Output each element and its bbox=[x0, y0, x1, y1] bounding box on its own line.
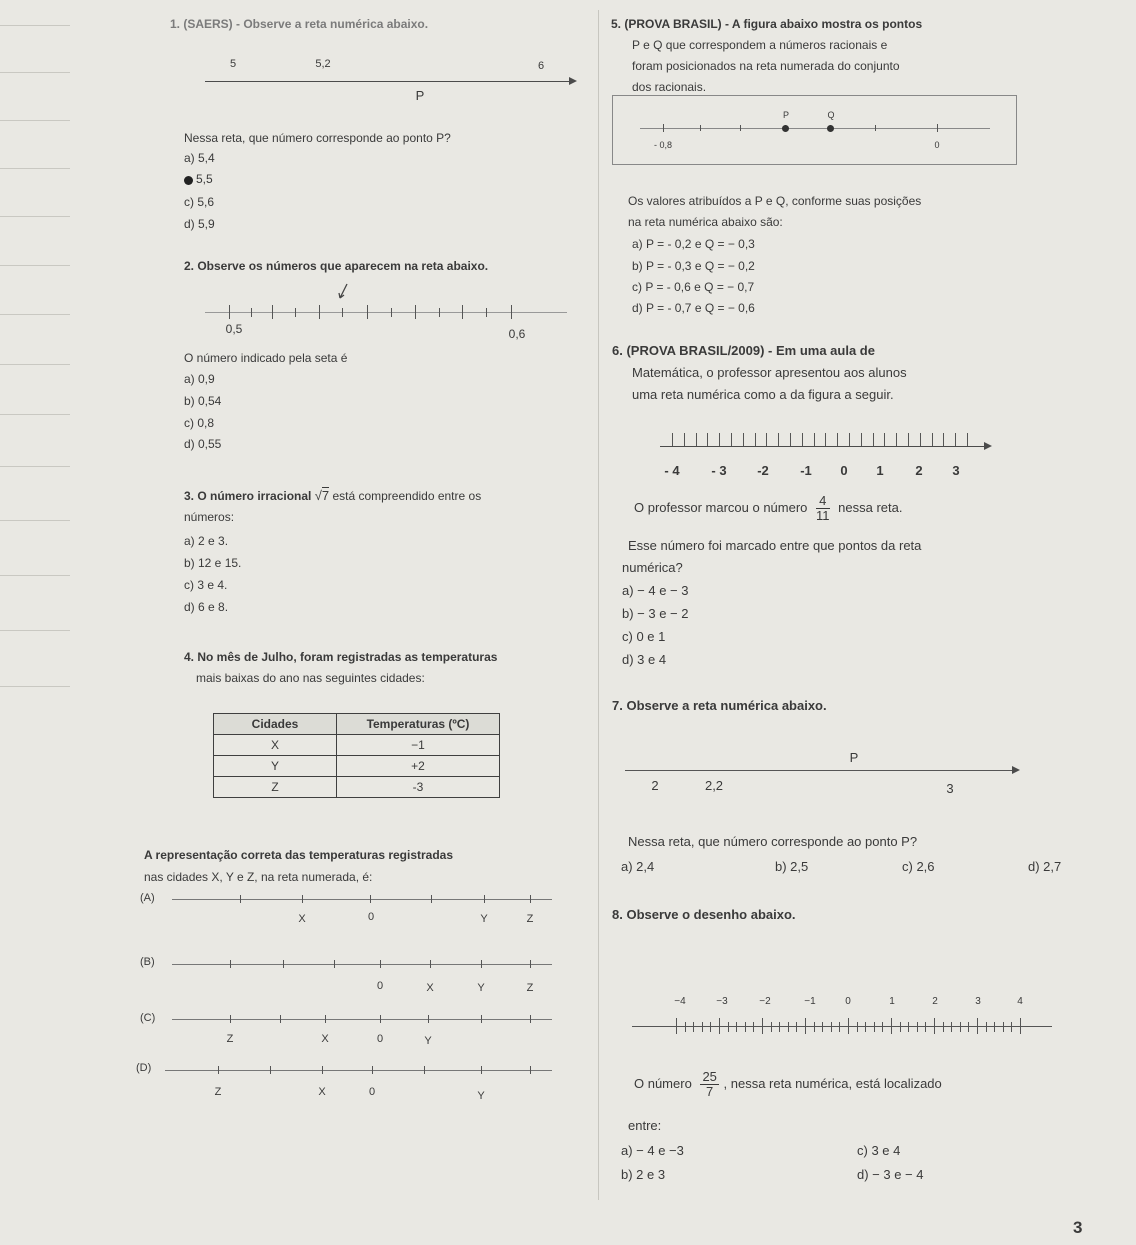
number-line-tick bbox=[873, 433, 874, 446]
q4-tick bbox=[240, 895, 241, 903]
number-line-tick bbox=[908, 1022, 909, 1032]
q8-fraction bbox=[700, 1070, 718, 1100]
q5-label-0: 0 bbox=[934, 140, 940, 150]
margin-rule bbox=[0, 630, 70, 631]
q5-question: Os valores atribuídos a P e Q, conforme suas posições bbox=[628, 194, 922, 208]
q4-d-label: X bbox=[318, 1086, 326, 1098]
q1-option-a: a) 5,4 bbox=[184, 151, 215, 165]
q4-c-label: Z bbox=[226, 1033, 234, 1045]
q5-tick bbox=[700, 125, 701, 131]
number-line-tick bbox=[882, 1022, 883, 1032]
q5-label-minus-0-8: - 0,8 bbox=[653, 140, 673, 150]
number-line-tick bbox=[825, 433, 826, 446]
q4-tick bbox=[270, 1066, 271, 1074]
q2-tick bbox=[462, 305, 463, 319]
number-line-tick bbox=[672, 433, 673, 446]
number-line-tick bbox=[874, 1022, 875, 1032]
q5-option-a: a) P = - 0,2 e Q = − 0,3 bbox=[632, 237, 755, 251]
margin-rule bbox=[0, 575, 70, 576]
q4-tick bbox=[283, 960, 284, 968]
q6-label: - 3 bbox=[711, 463, 727, 478]
q2-question: O número indicado pela seta é bbox=[184, 351, 348, 365]
number-line-tick bbox=[831, 1022, 832, 1032]
q5-option-c: c) P = - 0,6 e Q = − 0,7 bbox=[632, 280, 755, 294]
q6-title: 6. (PROVA BRASIL/2009) - Em uma aula de bbox=[612, 343, 875, 358]
q5-label-p: P bbox=[782, 110, 790, 120]
margin-rule bbox=[0, 168, 70, 169]
number-line-tick bbox=[693, 1022, 694, 1032]
table-header-temps: Temperaturas (ºC) bbox=[337, 714, 500, 735]
number-line-tick bbox=[802, 433, 803, 446]
q7-label-2: 2 bbox=[651, 778, 659, 793]
q2-option-d: d) 0,55 bbox=[184, 437, 222, 451]
table-cell: -3 bbox=[337, 777, 500, 798]
q5-option-d: d) P = - 0,7 e Q = − 0,6 bbox=[632, 301, 755, 315]
q4-d-label: 0 bbox=[368, 1086, 376, 1098]
q4-tick bbox=[380, 960, 381, 968]
q4-question: A representação correta das temperaturas registradas bbox=[144, 848, 454, 862]
temperature-table bbox=[213, 713, 500, 798]
sqrt-symbol-icon: √7 bbox=[314, 488, 330, 503]
q2-number-line bbox=[205, 312, 567, 313]
number-line-tick bbox=[925, 1022, 926, 1032]
q4-c-label: Y bbox=[424, 1035, 432, 1047]
number-line-tick bbox=[685, 1022, 686, 1032]
q7-number-line bbox=[625, 770, 1013, 771]
number-line-tick bbox=[932, 433, 933, 446]
q7-label-2-2: 2,2 bbox=[704, 778, 724, 793]
q5-title-line3: foram posicionados na reta numerada do conjunto bbox=[632, 59, 900, 73]
q4-d-label: Y bbox=[477, 1090, 485, 1102]
number-line-tick bbox=[728, 1022, 729, 1032]
number-line-tick bbox=[796, 1022, 797, 1032]
q5-tick bbox=[937, 124, 938, 132]
number-line-tick bbox=[848, 1018, 849, 1034]
number-line-tick bbox=[934, 1018, 935, 1034]
column-divider bbox=[598, 10, 599, 1200]
q3-option-b: b) 12 e 15. bbox=[184, 556, 242, 570]
number-line-tick bbox=[1011, 1022, 1012, 1032]
q3-option-a: a) 2 e 3. bbox=[184, 534, 229, 548]
q3-option-c: c) 3 e 4. bbox=[184, 578, 228, 592]
number-line-tick bbox=[719, 433, 720, 446]
q6-title-line3: uma reta numérica como a da figura a seguir. bbox=[632, 387, 894, 402]
q6-title-line2: Matemática, o professor apresentou aos alunos bbox=[632, 365, 907, 380]
q4-b-label: X bbox=[426, 982, 434, 994]
q4-d-label: Z bbox=[214, 1086, 222, 1098]
q7-option-d: d) 2,7 bbox=[1028, 859, 1062, 874]
q8-number-line bbox=[632, 1026, 1052, 1027]
number-line-tick bbox=[696, 433, 697, 446]
q4-option-d-line bbox=[165, 1070, 552, 1071]
q6-question: Esse número foi marcado entre que pontos da reta bbox=[628, 538, 922, 553]
number-line-tick bbox=[778, 433, 779, 446]
number-line-tick bbox=[736, 1022, 737, 1032]
q8-option-a: a) − 4 e −3 bbox=[621, 1143, 684, 1158]
table-header-cities: Cidades bbox=[214, 714, 337, 735]
margin-rule bbox=[0, 216, 70, 217]
number-line-tick bbox=[771, 1022, 772, 1032]
q8-label: 1 bbox=[889, 996, 895, 1007]
q6-fraction bbox=[816, 494, 830, 524]
number-line-tick bbox=[814, 1022, 815, 1032]
q4-c-label: X bbox=[321, 1033, 329, 1045]
q4-tick bbox=[380, 1015, 381, 1023]
page-number: 3 bbox=[1073, 1218, 1083, 1237]
q1-label-6: 6 bbox=[537, 60, 545, 72]
q7-option-c: c) 2,6 bbox=[902, 859, 935, 874]
q2-tick bbox=[367, 305, 368, 319]
q3-option-d: d) 6 e 8. bbox=[184, 600, 229, 614]
q8-label: −3 bbox=[716, 996, 728, 1007]
q2-tick bbox=[391, 308, 392, 317]
q2-label-0-6: 0,6 bbox=[508, 327, 526, 341]
q5-question-line2: na reta numérica abaixo são: bbox=[628, 215, 783, 229]
q4-option-c-line bbox=[172, 1019, 552, 1020]
q8-label: 3 bbox=[975, 996, 981, 1007]
number-line-tick bbox=[676, 1018, 677, 1034]
q1-question: Nessa reta, que número corresponde ao ponto P? bbox=[184, 131, 451, 145]
q2-title: 2. Observe os números que aparecem na reta abaixo. bbox=[184, 259, 489, 273]
q2-tick bbox=[511, 305, 512, 319]
table-header-row bbox=[214, 714, 500, 735]
q1-title-text: 1. (SAERS) - Observe a reta numérica abaixo. bbox=[170, 17, 429, 31]
number-line-tick bbox=[710, 1022, 711, 1032]
margin-rule bbox=[0, 25, 70, 26]
q7-option-b: b) 2,5 bbox=[775, 859, 809, 874]
q4-c-label: 0 bbox=[376, 1033, 384, 1045]
margin-rule bbox=[0, 364, 70, 365]
q6-label: -2 bbox=[757, 463, 769, 478]
q2-arrow-icon bbox=[336, 283, 350, 301]
number-line-tick bbox=[753, 1022, 754, 1032]
q5-tick bbox=[663, 124, 664, 132]
q3-title-line2: números: bbox=[184, 510, 235, 524]
number-line-tick bbox=[967, 433, 968, 446]
q4-option-a-letter: (A) bbox=[140, 892, 155, 904]
q1-option-d: d) 5,9 bbox=[184, 217, 215, 231]
q4-tick bbox=[370, 895, 371, 903]
table-cell: Z bbox=[214, 777, 337, 798]
q5-point-p-dot bbox=[782, 125, 789, 132]
q6-label: -1 bbox=[800, 463, 812, 478]
q3-title-pre: 3. O número irracional bbox=[184, 489, 312, 503]
q4-tick bbox=[372, 1066, 373, 1074]
q6-label: 3 bbox=[952, 463, 960, 478]
q4-tick bbox=[334, 960, 335, 968]
q1-option-b: 5,5 bbox=[196, 172, 213, 186]
q8-fraction-num: 25 bbox=[702, 1069, 717, 1084]
q8-fraction-den: 7 bbox=[706, 1084, 714, 1100]
q4-title-line2: mais baixas do ano nas seguintes cidades: bbox=[196, 671, 425, 685]
number-line-tick bbox=[762, 1018, 763, 1034]
q2-tick bbox=[486, 308, 487, 317]
number-line-tick bbox=[908, 433, 909, 446]
q6-fraction-den: 11 bbox=[816, 508, 830, 524]
margin-rule bbox=[0, 466, 70, 467]
q8-marked-pre: O número bbox=[634, 1076, 692, 1092]
number-line-tick bbox=[702, 1022, 703, 1032]
number-line-tick bbox=[951, 1022, 952, 1032]
q4-tick bbox=[481, 960, 482, 968]
q1-point-p: P bbox=[415, 88, 425, 103]
table-cell: −1 bbox=[337, 735, 500, 756]
number-line-tick bbox=[755, 433, 756, 446]
number-line-tick bbox=[788, 1022, 789, 1032]
q6-option-b: b) − 3 e − 2 bbox=[622, 606, 689, 621]
table-cell: Y bbox=[214, 756, 337, 777]
marked-answer-icon bbox=[184, 176, 193, 185]
q2-option-b: b) 0,54 bbox=[184, 394, 222, 408]
q4-tick bbox=[530, 960, 531, 968]
q4-tick bbox=[218, 1066, 219, 1074]
margin-rule bbox=[0, 686, 70, 687]
q4-title: 4. No mês de Julho, foram registradas as temperaturas bbox=[184, 650, 498, 664]
number-line-tick bbox=[743, 433, 744, 446]
q7-title: 7. Observe a reta numérica abaixo. bbox=[612, 698, 827, 713]
q4-tick bbox=[481, 1066, 482, 1074]
q6-marked-number bbox=[634, 494, 902, 524]
q8-title: 8. Observe o desenho abaixo. bbox=[612, 907, 796, 922]
q2-tick bbox=[229, 305, 230, 319]
number-line-tick bbox=[766, 433, 767, 446]
q4-option-a-line bbox=[172, 899, 552, 900]
q4-question-line2: nas cidades X, Y e Z, na reta numerada, é: bbox=[144, 870, 373, 884]
q8-marked-post: , nessa reta numérica, está localizado bbox=[723, 1076, 942, 1092]
q6-label: 2 bbox=[915, 463, 923, 478]
number-line-tick bbox=[707, 433, 708, 446]
q4-tick bbox=[280, 1015, 281, 1023]
q5-label-q: Q bbox=[827, 110, 835, 120]
q8-label: −1 bbox=[804, 996, 816, 1007]
q8-option-b: b) 2 e 3 bbox=[621, 1167, 666, 1182]
number-line-tick bbox=[968, 1022, 969, 1032]
q5-title-line4: dos racionais. bbox=[632, 80, 707, 94]
q4-tick bbox=[530, 895, 531, 903]
q4-tick bbox=[230, 960, 231, 968]
q2-option-a: a) 0,9 bbox=[184, 372, 215, 386]
table-cell: +2 bbox=[337, 756, 500, 777]
q4-tick bbox=[484, 895, 485, 903]
q5-title: 5. (PROVA BRASIL) - A figura abaixo mostra os pontos bbox=[611, 17, 923, 31]
q4-b-label: 0 bbox=[376, 980, 384, 992]
q7-arrow-icon bbox=[1012, 766, 1020, 774]
margin-rule bbox=[0, 265, 70, 266]
number-line-tick bbox=[857, 1022, 858, 1032]
number-line-tick bbox=[790, 433, 791, 446]
q2-tick bbox=[251, 308, 252, 317]
q6-option-a: a) − 4 e − 3 bbox=[622, 583, 689, 598]
margin-rule bbox=[0, 72, 70, 73]
q1-number-line bbox=[205, 81, 570, 82]
margin-rule bbox=[0, 120, 70, 121]
q7-point-p: P bbox=[849, 750, 859, 765]
number-line-tick bbox=[884, 433, 885, 446]
number-line-tick bbox=[849, 433, 850, 446]
q4-a-label: 0 bbox=[367, 911, 375, 923]
q8-option-c: c) 3 e 4 bbox=[857, 1143, 901, 1158]
number-line-tick bbox=[994, 1022, 995, 1032]
q6-fraction-num: 4 bbox=[816, 494, 830, 509]
q2-tick bbox=[342, 308, 343, 317]
number-line-tick bbox=[1003, 1022, 1004, 1032]
number-line-tick bbox=[779, 1022, 780, 1032]
q8-label: 4 bbox=[1017, 996, 1023, 1007]
q2-tick bbox=[415, 305, 416, 319]
q4-option-d-letter: (D) bbox=[136, 1062, 152, 1074]
table-row bbox=[214, 735, 500, 756]
number-line-tick bbox=[960, 1022, 961, 1032]
number-line-tick bbox=[865, 1022, 866, 1032]
q5-title-line2: P e Q que correspondem a números racionais e bbox=[632, 38, 888, 52]
table-row bbox=[214, 756, 500, 777]
table-cell: X bbox=[214, 735, 337, 756]
q4-tick bbox=[230, 1015, 231, 1023]
q4-option-b-letter: (B) bbox=[140, 956, 155, 968]
number-line-tick bbox=[891, 1018, 892, 1034]
q4-option-c-letter: (C) bbox=[140, 1012, 156, 1024]
q6-arrow-icon bbox=[984, 442, 992, 450]
q3-title-post: está compreendido entre os bbox=[332, 489, 482, 503]
q4-tick bbox=[322, 1066, 323, 1074]
number-line-tick bbox=[822, 1022, 823, 1032]
q4-tick bbox=[302, 895, 303, 903]
q5-tick bbox=[875, 125, 876, 131]
number-line-tick bbox=[805, 1018, 806, 1034]
q1-title bbox=[170, 16, 428, 32]
number-line-tick bbox=[920, 433, 921, 446]
q6-label: - 4 bbox=[664, 463, 680, 478]
number-line-tick bbox=[839, 1022, 840, 1032]
number-line-tick bbox=[745, 1022, 746, 1032]
q7-label-3: 3 bbox=[946, 781, 954, 796]
number-line-tick bbox=[861, 433, 862, 446]
q6-number-line bbox=[660, 446, 985, 447]
q7-option-a: a) 2,4 bbox=[621, 859, 655, 874]
q2-label-0-5: 0,5 bbox=[225, 322, 243, 336]
number-line-tick bbox=[719, 1018, 720, 1034]
table-row bbox=[214, 777, 500, 798]
q7-question: Nessa reta, que número corresponde ao ponto P? bbox=[628, 834, 918, 849]
q8-label: 2 bbox=[932, 996, 938, 1007]
number-line-tick bbox=[837, 433, 838, 446]
q8-label: −2 bbox=[759, 996, 771, 1007]
q6-option-c: c) 0 e 1 bbox=[622, 629, 666, 644]
number-line-tick bbox=[955, 433, 956, 446]
q1-option-c: c) 5,6 bbox=[184, 195, 215, 209]
number-line-tick bbox=[986, 1022, 987, 1032]
q6-label: 1 bbox=[876, 463, 884, 478]
q4-b-label: Y bbox=[477, 982, 485, 994]
q1-arrow-icon bbox=[569, 77, 577, 85]
q4-tick bbox=[481, 1015, 482, 1023]
number-line-tick bbox=[896, 433, 897, 446]
q4-tick bbox=[431, 895, 432, 903]
q2-tick bbox=[439, 308, 440, 317]
number-line-tick bbox=[977, 1018, 978, 1034]
q8-option-d: d) − 3 e − 4 bbox=[857, 1167, 924, 1182]
q5-point-q-dot bbox=[827, 125, 834, 132]
number-line-tick bbox=[684, 433, 685, 446]
q4-b-label: Z bbox=[526, 982, 534, 994]
q2-option-c: c) 0,8 bbox=[184, 416, 215, 430]
q5-figure-box bbox=[612, 95, 1017, 165]
q8-between: entre: bbox=[628, 1118, 662, 1133]
q1-label-5: 5 bbox=[229, 58, 237, 70]
q4-a-label: Y bbox=[480, 913, 488, 925]
number-line-tick bbox=[900, 1022, 901, 1032]
q6-option-d: d) 3 e 4 bbox=[622, 652, 667, 667]
q4-tick bbox=[530, 1015, 531, 1023]
number-line-tick bbox=[1020, 1018, 1021, 1034]
q6-question-line2: numérica? bbox=[622, 560, 683, 575]
number-line-tick bbox=[731, 433, 732, 446]
q4-tick bbox=[428, 1015, 429, 1023]
q4-tick bbox=[325, 1015, 326, 1023]
q6-marked-post: nessa reta. bbox=[838, 500, 903, 516]
q4-option-b-line bbox=[172, 964, 552, 965]
q5-tick bbox=[740, 125, 741, 131]
q2-tick bbox=[272, 305, 273, 319]
margin-rule bbox=[0, 414, 70, 415]
number-line-tick bbox=[814, 433, 815, 446]
q8-label: 0 bbox=[845, 996, 851, 1007]
number-line-tick bbox=[917, 1022, 918, 1032]
q4-tick bbox=[424, 1066, 425, 1074]
q4-tick bbox=[430, 960, 431, 968]
q3-radicand: 7 bbox=[321, 488, 330, 503]
number-line-tick bbox=[943, 433, 944, 446]
q4-a-label: X bbox=[298, 913, 306, 925]
q4-a-label: Z bbox=[526, 913, 534, 925]
q4-tick bbox=[530, 1066, 531, 1074]
q5-option-b: b) P = - 0,3 e Q = − 0,2 bbox=[632, 259, 755, 273]
q2-tick bbox=[319, 305, 320, 319]
number-line-tick bbox=[943, 1022, 944, 1032]
q2-tick bbox=[295, 308, 296, 317]
q1-label-5-2: 5,2 bbox=[315, 58, 331, 70]
q8-marked-number bbox=[634, 1070, 942, 1100]
margin-rule bbox=[0, 314, 70, 315]
margin-rule bbox=[0, 520, 70, 521]
q6-label: 0 bbox=[840, 463, 848, 478]
q8-label: −4 bbox=[674, 996, 686, 1007]
q6-marked-pre: O professor marcou o número bbox=[634, 500, 808, 516]
q3-title bbox=[184, 487, 481, 505]
